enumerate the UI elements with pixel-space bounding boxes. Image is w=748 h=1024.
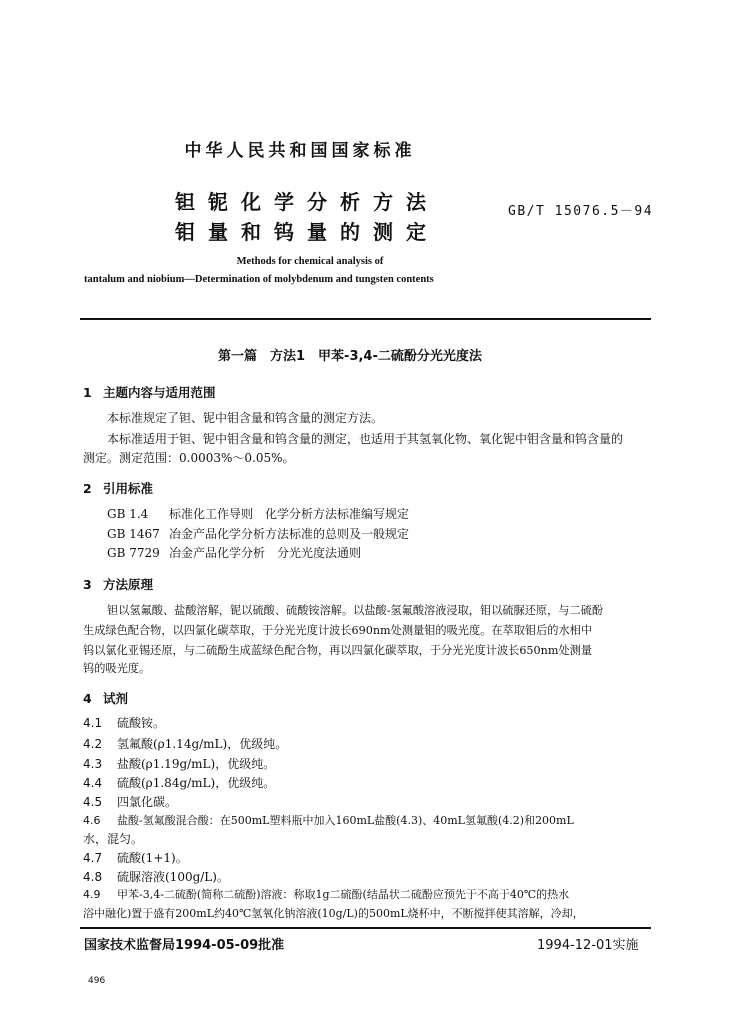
footer-divider xyxy=(80,927,651,929)
section-1-para-2-cont: 测定。测定范围：0.0003%～0.05%。 xyxy=(83,451,295,465)
implementation-date: 1994-12-01实施 xyxy=(537,938,639,953)
item-text: 硫酸铵。 xyxy=(117,716,166,730)
reagent-item xyxy=(83,755,275,772)
item-number: 4.1 xyxy=(83,716,103,730)
item-text: 氢氟酸(ρ1.14g/mL)，优级纯。 xyxy=(117,737,288,751)
reagent-item xyxy=(83,793,177,810)
section-title: 试剂 xyxy=(103,691,129,706)
section-2-heading xyxy=(83,479,153,497)
reference-title: 冶金产品化学分析 分光光度法通则 xyxy=(169,546,362,560)
section-4-heading xyxy=(83,689,128,707)
section-1-para-1: 本标准规定了钽、铌中钼含量和钨含量的测定方法。 xyxy=(107,411,384,425)
item-number: 4.8 xyxy=(83,870,103,884)
approval-date: 国家技术监督局1994-05-09批准 xyxy=(84,938,285,953)
reference-item xyxy=(107,545,361,562)
item-text: 四氯化碳。 xyxy=(117,795,178,809)
standard-code: GB/T 15076.5－94 xyxy=(508,204,654,219)
item-number: 4.3 xyxy=(83,757,103,771)
reagent-item xyxy=(83,735,287,752)
section-3-line-3: 钨以氯化亚锡还原，与二硫酚生成蓝绿色配合物，再以四氯化碳萃取，于分光光度计波长650nm处测量 xyxy=(83,644,593,657)
item-number: 4.4 xyxy=(83,776,103,790)
section-number: 1 xyxy=(83,385,92,400)
section-title: 主题内容与适用范围 xyxy=(103,385,216,400)
item-number: 4.5 xyxy=(83,795,103,809)
english-title-line1: Methods for chemical analysis of xyxy=(236,256,384,267)
reference-title: 冶金产品化学分析方法标准的总则及一般规定 xyxy=(169,527,410,541)
item-text: 甲苯-3,4-二硫酚(简称二硫酚)溶液：称取1g二硫酚(结晶状二硫酚应预先于不高于40℃的热水 xyxy=(117,888,570,901)
item-number: 4.6 xyxy=(83,814,101,827)
section-1-para-2: 本标准适用于钽、铌中钼含量和钨含量的测定，也适用于其氢氧化物、氧化铌中钼含量和钨含量的 xyxy=(107,432,624,446)
section-3-line-2: 生成绿色配合物，以四氯化碳萃取，于分光光度计波长690nm处测量钼的吸光度。在萃取钼后的水相中 xyxy=(83,624,593,637)
document-title-line2: 钼量和钨量的测定 xyxy=(175,220,439,244)
section-3-heading xyxy=(83,575,153,593)
section-3-line-4: 钨的吸光度。 xyxy=(83,662,151,675)
section-number: 4 xyxy=(83,691,92,706)
reagent-item-cont: 水，混匀。 xyxy=(83,832,144,846)
item-number: 4.2 xyxy=(83,737,103,751)
item-text: 盐酸(ρ1.19g/mL)，优级纯。 xyxy=(117,757,276,771)
reference-code: GB 1467 xyxy=(107,527,160,541)
section-title: 引用标准 xyxy=(103,481,154,496)
page-number: 496 xyxy=(88,976,106,986)
english-title-line2: tantalum and niobium—Determination of molybdenum and tungsten contents xyxy=(84,274,434,285)
section-1-heading xyxy=(83,383,216,401)
item-number: 4.9 xyxy=(83,888,101,901)
reference-code: GB 1.4 xyxy=(107,507,149,521)
reagent-item-cont: 浴中融化)置于盛有200mL约40℃氢氧化钠溶液(10g/L)的500mL烧杯中，不断搅拌使其溶解，冷却， xyxy=(83,907,584,920)
reference-item xyxy=(107,526,409,543)
header-divider xyxy=(80,318,651,320)
section-number: 2 xyxy=(83,481,92,496)
reference-title: 标准化工作导则 化学分析方法标准编写规定 xyxy=(169,507,410,521)
reagent-item xyxy=(83,849,188,866)
reference-item xyxy=(107,506,409,523)
reagent-item xyxy=(83,774,275,791)
reference-code: GB 7729 xyxy=(107,546,160,560)
reagent-item xyxy=(83,812,574,828)
reagent-item xyxy=(83,868,229,885)
document-title-line1: 钽铌化学分析方法 xyxy=(175,190,439,214)
item-text: 硫脲溶液(100g/L)。 xyxy=(117,870,229,884)
item-text: 盐酸-氢氟酸混合酸：在500mL塑料瓶中加入160mL盐酸(4.3)、40mL氢氟酸(4.2)和200mL xyxy=(117,814,574,827)
reagent-item xyxy=(83,886,569,902)
item-text: 硫酸(1+1)。 xyxy=(117,851,188,865)
section-3-line-1: 钽以氢氟酸、盐酸溶解，铌以硫酸、硫酸铵溶解。以盐酸-氢氟酸溶液浸取，钼以硫脲还原，与二硫酚 xyxy=(107,604,604,617)
section-number: 3 xyxy=(83,577,92,592)
item-text: 硫酸(ρ1.84g/mL)，优级纯。 xyxy=(117,776,276,790)
section-title: 方法原理 xyxy=(103,577,154,592)
national-standard-heading: 中华人民共和国国家标准 xyxy=(184,141,416,161)
reagent-item xyxy=(83,714,165,731)
item-number: 4.7 xyxy=(83,851,103,865)
part-title: 第一篇 方法1 甲苯-3,4-二硫酚分光光度法 xyxy=(218,349,482,364)
